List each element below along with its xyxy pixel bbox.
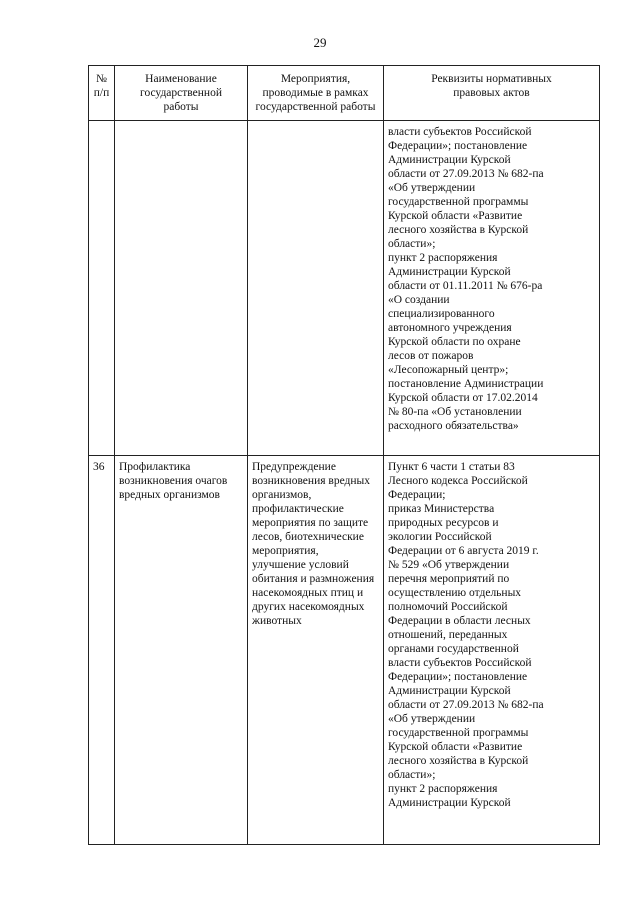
cell-number <box>89 121 115 456</box>
text-line: постановление Администрации <box>388 378 544 390</box>
text-line: Федерации; <box>388 489 446 501</box>
header-work-name-line: государственной <box>140 87 222 99</box>
text-line: природных ресурсов и <box>388 517 499 529</box>
header-number <box>89 66 115 121</box>
text-line: автономного учреждения <box>388 322 512 334</box>
table-header-row <box>89 66 600 121</box>
text-line: пункт 2 распоряжения <box>388 252 498 264</box>
text-line: Лесного кодекса Российской <box>388 475 528 487</box>
text-line: государственной программы <box>388 196 529 208</box>
cell-number: 36 <box>89 456 115 845</box>
text-line: отношений, переданных <box>388 629 508 641</box>
text-line: № 529 «Об утверждении <box>388 559 510 571</box>
text-line: специализированного <box>388 308 495 320</box>
text-line: организмов, <box>252 489 312 501</box>
table-row <box>89 121 600 456</box>
page-number: 29 <box>313 35 327 50</box>
cell-events <box>248 456 384 845</box>
text-line: животных <box>252 615 302 627</box>
text-line: Федерации»; постановление <box>388 671 528 683</box>
table-row <box>89 456 600 845</box>
text-line: насекомоядных птиц и <box>252 587 364 599</box>
text-line: мероприятия, <box>252 545 319 557</box>
header-legal-acts-line: Реквизиты нормативных <box>431 73 552 85</box>
cell-legal-acts <box>384 121 600 456</box>
text-line: пункт 2 распоряжения <box>388 783 498 795</box>
text-line: «О создании <box>388 294 450 306</box>
text-line: «Об утверждении <box>388 713 476 725</box>
text-line: перечня мероприятий по <box>388 573 510 585</box>
text-line: профилактические <box>252 503 344 515</box>
text-line: возникновения вредных <box>252 475 370 487</box>
text-line: Федерации от 6 августа 2019 г. <box>388 545 539 557</box>
header-work-name-line: работы <box>163 101 199 113</box>
text-line: лесов от пожаров <box>388 350 474 362</box>
text-line: области от 27.09.2013 № 682-па <box>388 699 544 711</box>
text-line: области»; <box>388 238 436 250</box>
text-line: вредных организмов <box>119 489 220 501</box>
text-line: области от 01.11.2011 № 676-ра <box>388 280 543 292</box>
cell-legal-acts <box>384 456 600 845</box>
header-events <box>248 66 384 121</box>
text-line: обитания и размножения <box>252 573 375 585</box>
text-line: Профилактика <box>119 461 191 473</box>
regulatory-table <box>88 65 600 845</box>
text-line: расходного обязательства» <box>388 420 519 432</box>
header-number-line: п/п <box>93 87 110 99</box>
header-work-name-line: Наименование <box>145 73 217 85</box>
text-line: полномочий Российской <box>388 601 508 613</box>
header-work-name <box>115 66 248 121</box>
text-line: Федерации в области лесных <box>388 615 531 627</box>
text-line: Предупреждение <box>252 461 336 473</box>
text-line: «Об утверждении <box>388 182 476 194</box>
text-line: Курской области «Развитие <box>388 210 523 222</box>
text-line: Курской области от 17.02.2014 <box>388 392 538 404</box>
text-line: Курской области «Развитие <box>388 741 523 753</box>
text-line: приказ Министерства <box>388 503 495 515</box>
header-events-line: проводимые в рамках <box>262 87 369 99</box>
text-line: области»; <box>388 769 436 781</box>
text-line: Администрации Курской <box>388 797 511 809</box>
text-line: лесов, биотехнические <box>252 531 364 543</box>
cell-events <box>248 121 384 456</box>
text-line: власти субъектов Российской <box>388 126 532 138</box>
cell-work-name <box>115 121 248 456</box>
header-legal-acts <box>384 66 600 121</box>
text-line: экологии Российской <box>388 531 492 543</box>
text-line: улучшение условий <box>252 559 349 571</box>
header-legal-acts-line: правовых актов <box>453 87 530 99</box>
text-line: мероприятия по защите <box>252 517 369 529</box>
text-line: органами государственной <box>388 643 519 655</box>
text-line: Пункт 6 части 1 статьи 83 <box>388 461 515 473</box>
text-line: возникновения очагов <box>119 475 228 487</box>
text-line: лесного хозяйства в Курской <box>388 755 529 767</box>
text-line: Федерации»; постановление <box>388 140 528 152</box>
text-line: Администрации Курской <box>388 266 511 278</box>
text-line: Администрации Курской <box>388 154 511 166</box>
text-line: власти субъектов Российской <box>388 657 532 669</box>
text-line: «Лесопожарный центр»; <box>388 364 509 376</box>
text-line: № 80-па «Об установлении <box>388 406 522 418</box>
text-line: лесного хозяйства в Курской <box>388 224 529 236</box>
text-line: Курской области по охране <box>388 336 521 348</box>
header-events-line: государственной работы <box>255 101 376 113</box>
header-number-line: № <box>96 73 107 85</box>
text-line: Администрации Курской <box>388 685 511 697</box>
cell-work-name <box>115 456 248 845</box>
text-line: осуществлению отдельных <box>388 587 522 599</box>
header-events-line: Мероприятия, <box>280 73 351 85</box>
text-line: других насекомоядных <box>252 601 365 613</box>
text-line: области от 27.09.2013 № 682-па <box>388 168 544 180</box>
text-line: государственной программы <box>388 727 529 739</box>
